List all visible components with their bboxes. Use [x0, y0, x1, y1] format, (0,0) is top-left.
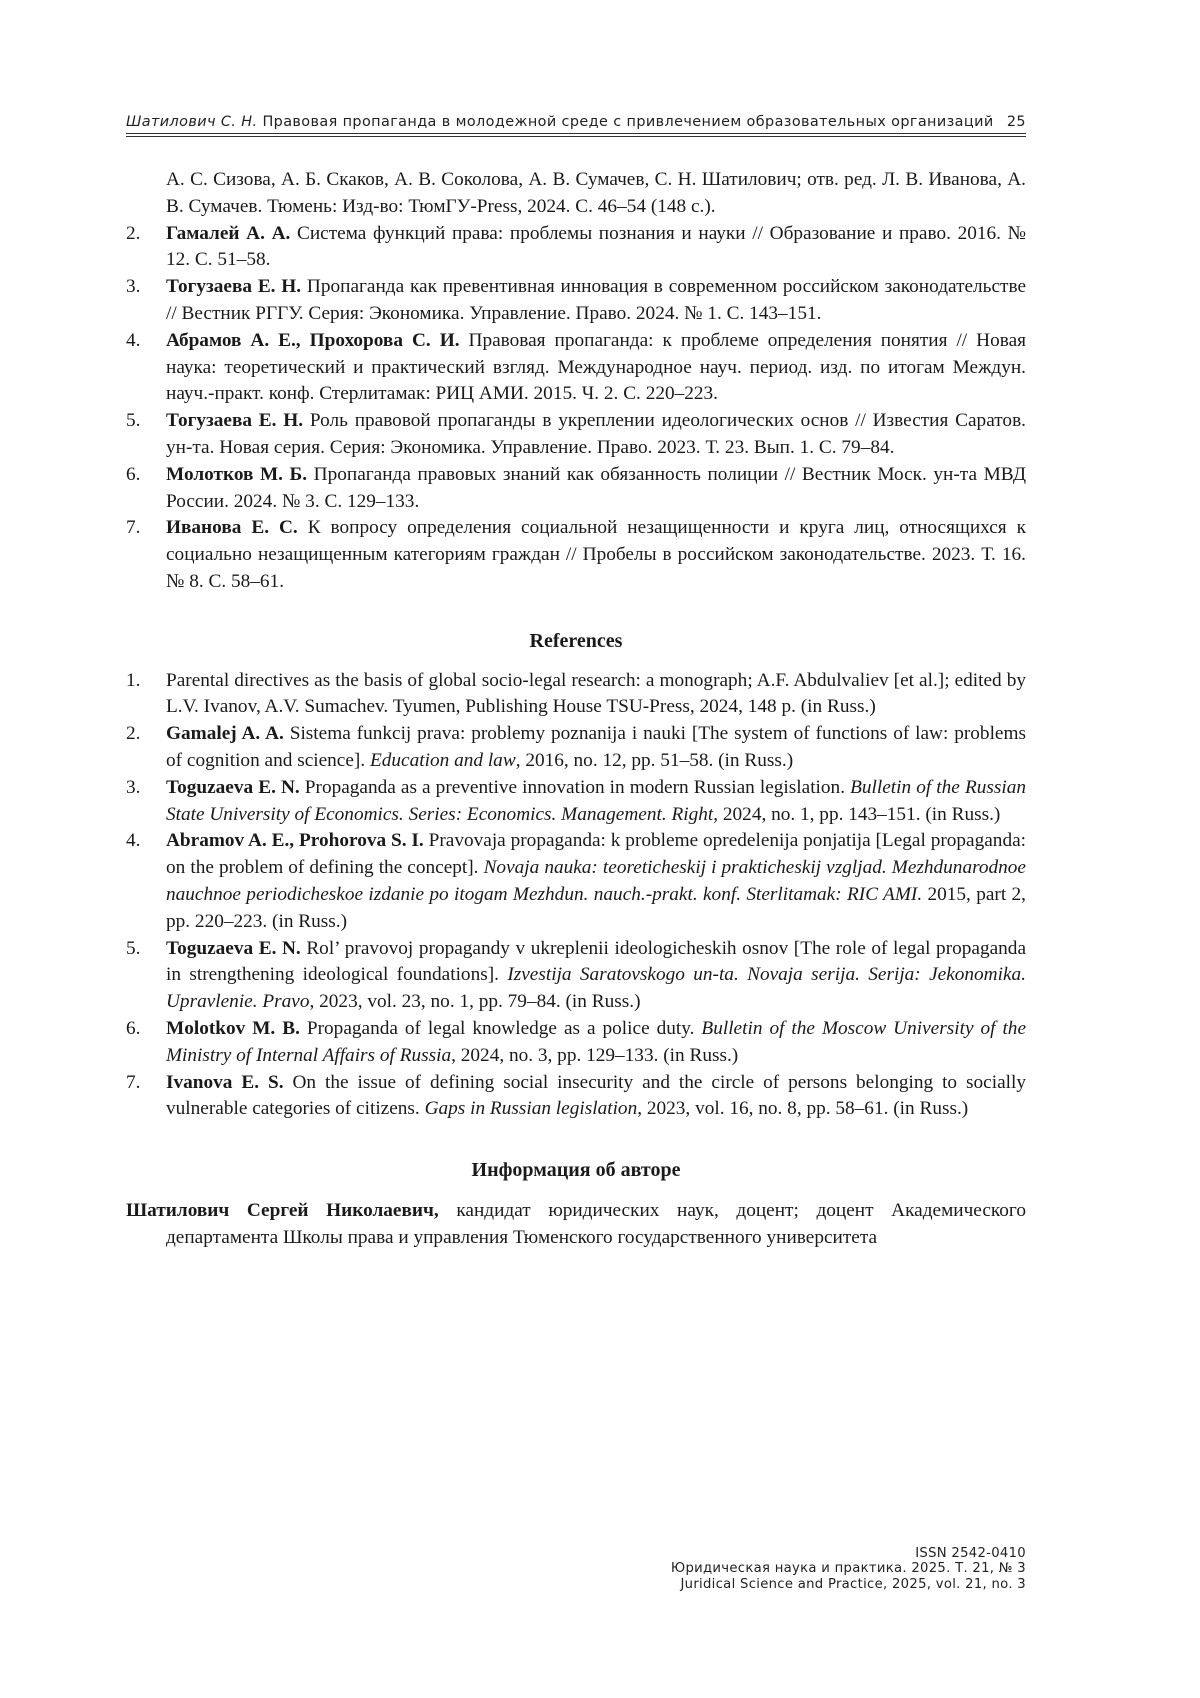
russian-reference-item: [126, 462, 1026, 516]
reference-number: 6.: [126, 463, 141, 485]
page-body: [126, 167, 1026, 1251]
reference-text: Propaganda as a preventive innovation in modern Russian legislation.: [299, 776, 851, 798]
reference-text: Pravovaja propaganda: k probleme opredelenija ponjatija [Legal propaganda: on the problem of defining the concept].: [166, 830, 1026, 879]
english-reference-item: [126, 936, 1026, 1016]
reference-number: 7.: [126, 517, 141, 539]
reference-authors: Гамалей А. А.: [166, 222, 291, 244]
reference-number: 4.: [126, 830, 141, 852]
author-info-heading: Информация об авторе: [471, 1159, 681, 1182]
reference-1-continuation: А. С. Сизова, А. Б. Скаков, А. В. Соколова, А. В. Сумачев, С. Н. Шатилович; отв. ред. Л. В. Иванова, А. В. Сумачев. Тюмень: Изд-во: ТюмГУ-Press, 2024. С. 46–54 (148 с.).: [166, 169, 1026, 217]
footer-citation-ru: Юридическая наука и практика. 2025. Т. 21, № 3: [670, 1561, 1026, 1577]
reference-authors: Toguzaeva E. N.: [166, 937, 301, 959]
reference-number: 2.: [126, 222, 141, 244]
reference-text: On the issue of defining social insecurity and the circle of persons belonging to socially vulnerable categories of citizens.: [166, 1071, 1026, 1120]
page-number: 25: [1006, 114, 1026, 130]
reference-source: Novaja nauka: teoreticheskij i prakticheskij vzgljad. Mezhdunarodnoe nauchnoe periodicheskoe izdanie po itogam Mezhdun. nauch.-prakt. konf. Sterlitamak: RIC AMI.: [166, 857, 1026, 905]
reference-authors: Gamalej A. A.: [166, 723, 284, 745]
reference-number: 5.: [126, 937, 141, 959]
reference-text: Parental directives as the basis of global socio-legal research: a monograph; A.F. Abdulvaliev [et al.]; edited by L.V. Ivanov, A.V. Sumachev. Tyumen, Publishing House TSU-Press, 2024, 148 p. (in Russ.): [166, 669, 1026, 718]
reference-text: Система функций права: проблемы познания и науки // Образование и право. 2016. № 12. С. 51–58.: [166, 222, 1027, 271]
author-name: Шатилович Сергей Николаевич,: [126, 1199, 439, 1221]
reference-authors: Abramov A. E., Prohorova S. I.: [166, 830, 424, 852]
english-reference-list: [126, 668, 1026, 1124]
reference-text: Роль правовой пропаганды в укреплении идеологических основ // Известия Саратов. ун-та. Новая серия. Серия: Экономика. Управление. Право. 2023. Т. 23. Вып. 1. С. 79–84.: [166, 410, 1026, 458]
reference-number: 2.: [126, 723, 141, 745]
reference-source: Gaps in Russian legislation: [424, 1098, 638, 1120]
reference-authors: Тогузаева Е. Н.: [166, 410, 304, 432]
footer-issn: ISSN 2542-0410: [915, 1546, 1026, 1561]
reference-text: Пропаганда как превентивная инновация в современном российском законодательстве // Вестник РГГУ. Серия: Экономика. Управление. Право. 2024. № 1. С. 143–151.: [166, 276, 1027, 324]
russian-reference-item: [126, 328, 1026, 408]
running-head: [126, 114, 1026, 130]
reference-authors: Иванова Е. С.: [166, 517, 298, 539]
russian-reference-item: [126, 515, 1026, 595]
reference-details: , 2024, no. 1, pp. 143–151. (in Russ.): [713, 803, 1001, 825]
english-reference-item: [126, 775, 1026, 829]
reference-source: Education and law: [370, 749, 516, 771]
english-reference-item: [126, 828, 1026, 935]
english-reference-item: [126, 1016, 1026, 1070]
reference-number: 3.: [126, 776, 141, 798]
running-head-title: Правовая пропаганда в молодежной среде с привлечением образовательных организаций: [262, 114, 994, 130]
reference-details: , 2023, vol. 23, no. 1, pp. 79–84. (in Russ.): [309, 991, 641, 1013]
references-heading: References: [529, 629, 623, 652]
reference-number: 1.: [126, 669, 141, 691]
reference-source: Bulletin of the Moscow University of the Ministry of Internal Affairs of Russia: [166, 1017, 1026, 1066]
reference-authors: Абрамов А. Е., Прохорова С. И.: [166, 329, 460, 351]
english-reference-item: [126, 721, 1026, 775]
reference-number: 4.: [126, 329, 141, 351]
reference-details: , 2016, no. 12, pp. 51–58. (in Russ.): [515, 749, 794, 771]
reference-number: 7.: [126, 1071, 141, 1093]
reference-details: , 2023, vol. 16, no. 8, pp. 58–61. (in Russ.): [637, 1098, 969, 1120]
reference-authors: Ivanova E. S.: [166, 1071, 284, 1093]
reference-authors: Toguzaeva E. N.: [166, 776, 300, 798]
english-reference-item: [126, 668, 1026, 722]
reference-text: Правовая пропаганда: к проблеме определения понятия // Новая наука: теоретический и практический взгляд. Международное науч. период. изд. по итогам Междун. науч.-практ. конф. Стерлитамак: РИЦ АМИ. 2015. Ч. 2. С. 220–223.: [166, 329, 1026, 405]
author-details: кандидат юридических наук, доцент; доцент Академического департамента Школы права и управления Тюменского государственного университета: [166, 1199, 1026, 1248]
reference-number: 5.: [126, 410, 141, 432]
running-head-author: Шатилович С. Н.: [126, 114, 258, 130]
header-double-rule: [126, 133, 1026, 137]
reference-text: Propaganda of legal knowledge as a police duty.: [299, 1017, 702, 1039]
reference-authors: Тогузаева Е. Н.: [166, 276, 302, 298]
reference-text: Пропаганда правовых знаний как обязанность полиции // Вестник Моск. ун-та МВД России. 2024. № 3. С. 129–133.: [166, 463, 1026, 512]
reference-source: Izvestija Saratovskogo un-ta. Novaja serija. Serija: Jekonomika. Upravlenie. Pravo: [166, 964, 1026, 1013]
english-reference-item: [126, 1070, 1026, 1124]
russian-reference-item: [126, 408, 1026, 462]
footer-citation-en: Juridical Science and Practice, 2025, vol. 21, no. 3: [680, 1576, 1026, 1592]
reference-authors: Молотков М. Б.: [166, 463, 308, 485]
journal-footer: [671, 1546, 1026, 1592]
reference-source: Bulletin of the Russian State University of Economics. Series: Economics. Management. Right: [166, 776, 1027, 825]
reference-number: 3.: [126, 276, 141, 298]
reference-text: Rol’ pravovoj propagandy v ukreplenii ideologicheskih osnov [The role of legal propaganda in strengthening ideological foundations].: [166, 937, 1026, 986]
russian-reference-list: [126, 221, 1026, 596]
reference-authors: Molotkov M. B.: [166, 1017, 300, 1039]
russian-reference-item: [126, 221, 1026, 275]
reference-text: К вопросу определения социальной незащищенности и круга лиц, относящихся к социально незащищенным категориям граждан // Пробелы в российском законодательстве. 2023. Т. 16. № 8. С. 58–61.: [166, 517, 1026, 592]
author-info: [126, 1198, 1026, 1252]
reference-details: , 2024, no. 3, pp. 129–133. (in Russ.): [451, 1044, 739, 1066]
russian-reference-item: [126, 274, 1026, 328]
reference-text: Sistema funkcij prava: problemy poznanija i nauki [The system of functions of law: problems of cognition and science].: [166, 723, 1026, 771]
reference-details: 2015, part 2, pp. 220–223. (in Russ.): [166, 883, 1026, 932]
reference-number: 6.: [126, 1017, 141, 1039]
